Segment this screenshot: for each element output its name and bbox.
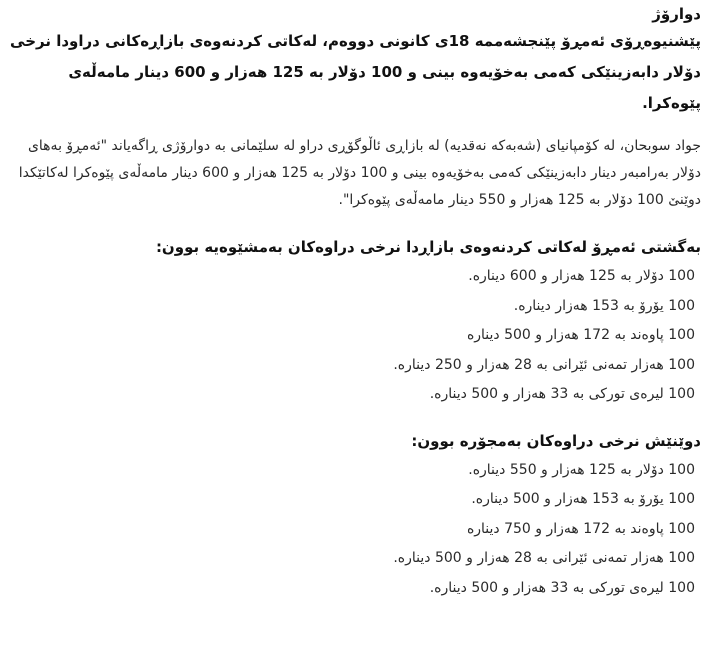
opening-rates-section xyxy=(8,232,701,410)
rate-item-usd: 100 دۆلار بە 125 هەزار و 600 دینارە. xyxy=(468,268,695,284)
opening-rates-list xyxy=(8,262,701,410)
rate-item-irr: 100 هەزار تمەنی ئێرانی بە 28 هەزار و 500 دینارە. xyxy=(393,550,695,566)
article-lead: پێشنیوەڕۆی ئەمڕۆ پێنجشەممە 18ی کانونی دووەم، لەکاتی کردنەوەی بازاڕەکانی دراودا نرخی دۆلار دابەزینێکی کەمی بەخۆیەوە بینی و 100 دۆلار بە 125 هەزار و 600 دینار مامەڵەی پێوەکرا. xyxy=(10,32,701,112)
rate-item-eur: 100 یۆرۆ بە 153 هەزار دینارە. xyxy=(513,297,695,314)
opening-rates-title: بەگشتی ئەمڕۆ لەکاتی کردنەوەی بازاڕدا نرخی دراوەکان بەمشێوەیە بوون: xyxy=(155,238,701,256)
yesterday-rates-title: دوێنێش نرخی دراوەکان بەمجۆرە بوون: xyxy=(411,431,701,450)
rate-item-try: 100 لیرەی تورکی بە 33 هەزار و 500 دینارە. xyxy=(429,579,695,596)
rate-item-gbp: 100 پاوەند بە 172 هەزار و 750 دینارە xyxy=(466,520,695,537)
rate-item-eur: 100 یۆرۆ بە 153 هەزار و 500 دینارە. xyxy=(471,491,695,507)
yesterday-rates-section xyxy=(8,426,701,604)
rate-item-try: 100 لیرەی تورکی بە 33 هەزار و 500 دینارە. xyxy=(429,386,695,402)
rate-item-gbp: 100 پاوەند بە 172 هەزار و 500 دینارە xyxy=(466,327,695,343)
source-kicker: دوارۆژ xyxy=(652,5,701,23)
rate-item-irr: 100 هەزار تمەنی ئێرانی بە 28 هەزار و 250 دینارە. xyxy=(393,356,695,373)
yesterday-rates-list xyxy=(8,456,701,604)
article-body: جواد سوبحان، لە کۆمپانیای (شەبەکە نەقدیە) لە بازاڕی ئاڵوگۆڕی دراو لە سلێمانی بە دوارۆژی ڕاگەیاند "ئەمڕۆ بەهای دۆلار بەرامبەر دینار دابەزینێکی کەمی بەخۆیەوە بینی و 100 دۆلار بە 125 هەزار و 600 دینار مامەڵەی پێوەکرا لەکاتێکدا دوێنێ 100 دۆلار بە 125 هەزار و 550 دینار مامەڵەی پێوەکرا". xyxy=(18,138,701,208)
rate-item-usd: 100 دۆلار بە 125 هەزار و 550 دینارە. xyxy=(468,461,695,478)
